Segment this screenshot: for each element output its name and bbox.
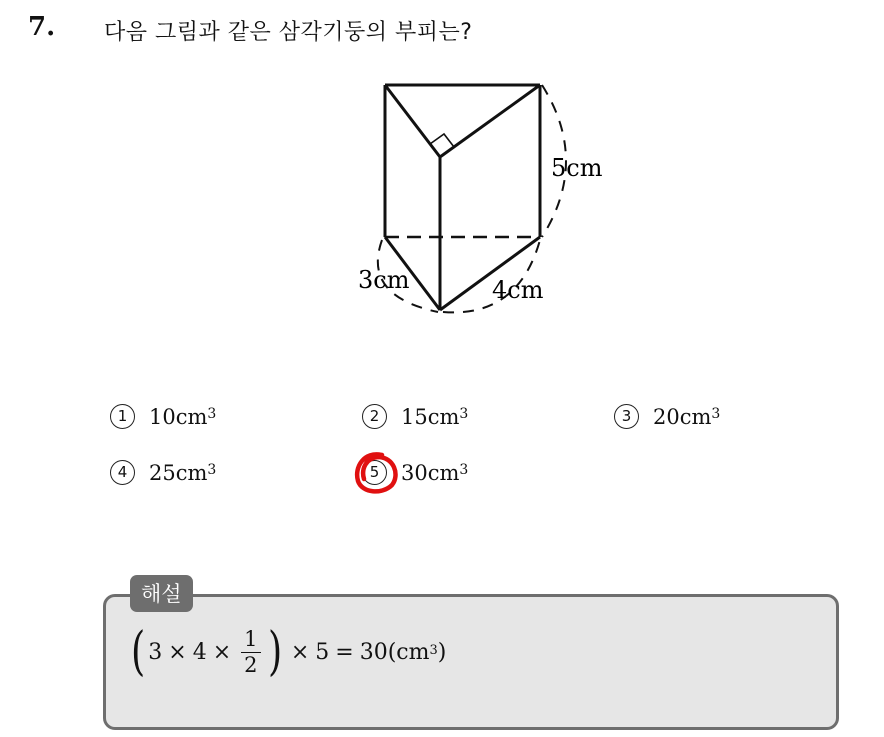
fraction-denominator: 2: [244, 652, 258, 677]
formula-result-close: ): [437, 639, 447, 665]
question-text: 다음 그림과 같은 삼각기둥의 부피는?: [104, 20, 473, 45]
choice-exponent: 3: [459, 461, 469, 478]
height-label: 5cm: [551, 154, 603, 182]
choice-3[interactable]: [614, 404, 720, 429]
solution-tag: 해설: [130, 575, 193, 612]
times-sign: ×: [168, 639, 187, 665]
choice-marker: 3: [614, 404, 639, 429]
choice-exponent: 3: [207, 461, 217, 478]
choice-marker: 2: [362, 404, 387, 429]
question-number: 7.: [28, 12, 56, 42]
choice-value: 20cm: [653, 404, 712, 429]
choice-5[interactable]: [362, 460, 468, 485]
choice-exponent: 3: [207, 405, 217, 422]
solution-formula: [128, 622, 447, 682]
choice-marker: 1: [110, 404, 135, 429]
formula-result: 30(cm: [359, 639, 430, 665]
top-right-edge: [440, 85, 540, 157]
top-left-edge: [385, 85, 440, 157]
fraction: [241, 627, 260, 676]
choice-2[interactable]: [362, 404, 468, 429]
choice-1[interactable]: [110, 404, 216, 429]
times-sign: ×: [290, 639, 310, 665]
close-paren: ): [267, 622, 282, 682]
choice-value: 15cm: [401, 404, 460, 429]
choice-4[interactable]: [110, 460, 216, 485]
choice-value: 25cm: [149, 460, 208, 485]
triangular-prism-diagram: [340, 60, 640, 330]
side-a-label: 3cm: [358, 266, 410, 294]
formula-term-b: 4: [192, 639, 207, 665]
choice-marker: 5: [362, 460, 387, 485]
choice-value: 10cm: [149, 404, 208, 429]
choice-value: 30cm: [401, 460, 460, 485]
right-angle-mark: [430, 134, 454, 157]
side-b-label: 4cm: [492, 276, 544, 304]
choice-exponent: 3: [711, 405, 721, 422]
open-paren: (: [131, 622, 146, 682]
times-sign: ×: [212, 639, 232, 665]
equals-sign: =: [335, 639, 354, 665]
formula-term-c: 5: [315, 639, 330, 665]
prism-figure: [340, 60, 640, 330]
formula-term-a: 3: [148, 639, 163, 665]
fraction-numerator: 1: [241, 627, 260, 652]
choice-marker: 4: [110, 460, 135, 485]
formula-result-exponent: 3: [429, 642, 438, 658]
choice-exponent: 3: [459, 405, 469, 422]
